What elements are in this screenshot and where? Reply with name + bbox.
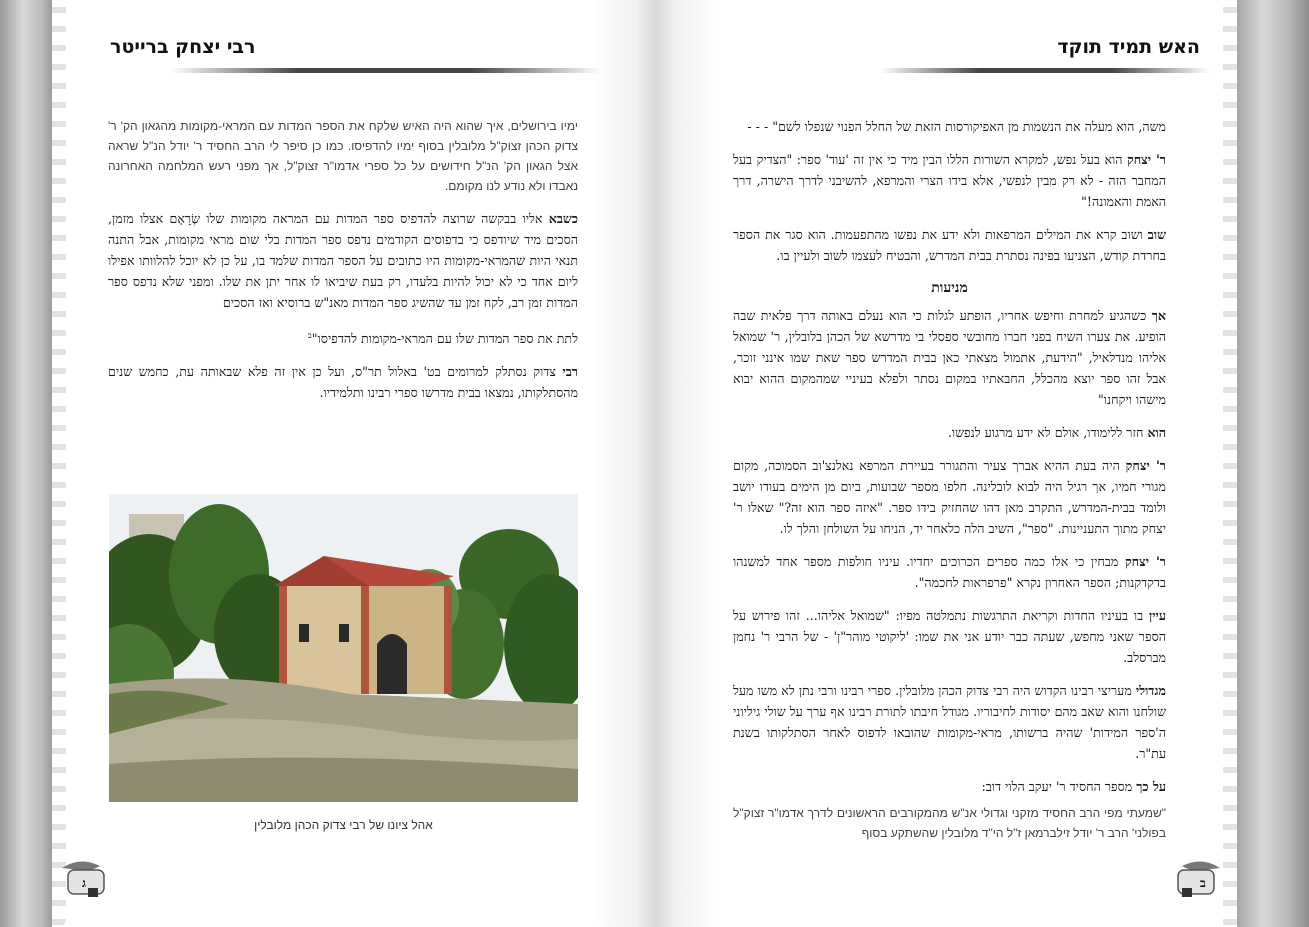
right-header-title: האש תמיד תוקד [1057, 36, 1200, 58]
photo-chapel [274, 556, 454, 694]
left-paragraph-2-body: אליו בבקשה שרוצה להדפיס ספר המדות עם המראה מקומות שלו שְׂרָאָם אצלו מזמן, הסכים מיד שיודפס כי בדפוסים הקודמים נדפס ספר המדות בלי שום מראי מקומות, אבל התנה תנאי היות שהמראי-מקומות היו כתובים על הספר המדות שלמד בו, על כן לא יוכל להלוותו אפילו ליום אחד כי לא יכול להיות בלעדו, רק בעת שיביאו לו אחר יתן את שלו. ומפני שלא נדפס ספר המדות זמן רב, לקח זמן עד שהשיג ספר המדות מאנ"ש ברוסיא ואז הסכים [108, 211, 578, 310]
right-header-rule [880, 68, 1210, 73]
right-paragraph-9-lead: מגדולי [1135, 683, 1166, 698]
right-paragraph-8-lead: עיין [1149, 608, 1166, 623]
right-running-header [730, 36, 1210, 76]
left-page-number: ג [82, 876, 86, 890]
right-page-number-ornament [1172, 858, 1222, 898]
right-paragraph-7 [733, 551, 1166, 593]
footnote-marker: ב [307, 331, 312, 340]
left-header-title: רבי יצחק ברייטר [110, 36, 256, 58]
left-page-text [108, 116, 578, 415]
right-paragraph-5 [733, 422, 1166, 443]
right-paragraph-9-body: מעריצי רבינו הקדוש היה רבי צדוק הכהן מלובלין. ספרי רבינו ורבי נתן לא משו מעל שולחנו והוא שאב מהם יסודות לחיבוריו. מגודל חיבתו לתורת רבינו אף ערך על שולי גיליוני ה'ספר המידות' שהיה ברשותו, מראי-מקומות שהובאו לדפוס לאחר הסתלקותו בשנת עת"ר. [733, 683, 1166, 761]
photo-caption: אהל ציונו של רבי צדוק הכהן מלובלין [254, 818, 433, 832]
right-paragraph-5-lead: הוא [1147, 425, 1166, 440]
right-paragraph-4-body: כשהגיע למחרת וחיפש אחריו, הופתע לגלות כי הוא נעלם באותה דרך פלאית שבה הופיע. את צערו השיח בפני חברו מחובשי ספסלי בי מדרשא של הכהן בלובלין, ר' שמואל אליהו מנדלאיל, "הידעת, אתמול מצאתי כאן בבית המדרש ספר שאת שמו אינני זוכר, אבל זהו ספר יוצא מהכלל, החבאתיו במקום נסתר ולפלא בעיניי שמהמקום ההוא יבוא מישהו ויקחנו" [733, 308, 1166, 407]
right-paragraph-1: משה, הוא מעלה את הנשמות מן האפיקורסות הזאת של החלל הפנוי שנפלו לשם" - - - [747, 119, 1166, 134]
left-paragraph-2-lead: כשבא [548, 211, 578, 226]
right-paragraph-3 [733, 224, 1166, 266]
right-paragraph-2 [733, 149, 1166, 212]
right-paragraph-2-body: הוא בעל נפש, למקרא השורות הללו הבין מיד כי אין זה 'עוד' ספר: "הצדיק בעל המחבר הזה - לא רק מבין לנפשי, אלא בידו הצרי והמרפא, להשיבני לדרך הישרה, דרך האמת והאמונה!" [733, 152, 1166, 209]
right-paragraph-8 [733, 605, 1166, 668]
right-paragraph-6-lead: ר' יצחק [1125, 458, 1166, 473]
right-paragraph-3-lead: שוב [1147, 227, 1166, 242]
right-paragraph-6-body: היה בעת ההיא אברך צעיר והתגורר בעיירת המרפא נאלנצ'וב הסמוכה, מקום מגורי חמיו, אך רגיל היה לבוא לובלינה. חלפו מספר שבועות, ביום מן הימים בעודו יושב ולומד בבית-המדרש, התקרב מאן דהו שהחזיק בידו ספר. "איזה ספר הוא זה?" שאלו ר' יצחק מתוך התעניינות. "ספר", השיב הלה כלאחר יד, הניחו על השולחן והלך לו. [733, 458, 1166, 536]
right-paragraph-10-lead: על כך [1136, 779, 1166, 794]
left-paragraph-4-lead: רבי [562, 364, 578, 380]
right-paragraph-10 [733, 776, 1166, 797]
right-paragraph-4 [733, 305, 1166, 410]
tomb-photo [109, 494, 578, 802]
left-paragraph-3 [108, 325, 578, 349]
book-gutter [591, 0, 721, 927]
right-paragraph-10-body: מספר החסיד ר' יעקב הלוי דוב: [981, 779, 1137, 794]
left-paragraph-1: ימיו בירושלים, איך שהוא היה האיש שלקח את הספר המדות עם המראי-מקומות מהגאון הק' ר' צדוק הכהן זצוק"ל מלובלין בסוף ימיו להדפיסו. כמו כן סיפר לי הרב החסיד ר' יודל הנ"ל שראה אצל הגאון הק' הנ"ל חידושים על כל ספרי אדמו"ר זצוק"ל, אך מפני רעש המלחמה האחרונה נאבדו ולא נודע לנו מקומם. [108, 119, 578, 193]
left-running-header [100, 36, 570, 76]
right-paragraph-7-body: מבחין כי אלו כמה ספרים הכרוכים יחדיו. עיניו חולפות מספר אחד למשנהו בדקדקנות; הספר האחרון נקרא "פרפראות לחכמה". [733, 554, 1166, 590]
left-header-rule [170, 68, 600, 73]
right-page-text [733, 116, 1166, 855]
right-page-number: ב [1200, 876, 1206, 890]
right-paragraph-7-lead: ר' יצחק [1124, 554, 1166, 569]
right-quote: "שמעתי מפי הרב החסיד מזקני וגדולי אנ"ש מהמקורבים הראשונים לדרך אדמו"ר זצוק"ל בפולני' הרב ר' יודל זילברמאן ז"ל הי"ד מלובלין שהשתקע בסוף [733, 806, 1166, 840]
left-paragraph-3-body: לתת את ספר המדות שלו עם המראי-מקומות להדפיסו" [311, 331, 578, 347]
right-paragraph-3-body: ושוב קרא את המילים המרפאות ולא ידע את נפשו מהתפעמות. הוא סגר את הספר בחרדת קודש, הצניעו בפינה נסתרת בבית המדרש, והבטיח לעצמו לשוב ולעיין בו. [733, 227, 1166, 263]
left-paragraph-4-body: צדוק נסתלק למרומים בט' באלול תר"ס, ועל כן אין זה פלא שבאותה עת, כחמש שנים מהסתלקותו, נמצאו בבית מדרשו ספרי רבינו ותלמידיו. [108, 364, 578, 401]
right-paragraph-6 [733, 455, 1166, 539]
left-paragraph-2 [108, 208, 578, 313]
right-paragraph-4-lead: אך [1151, 308, 1166, 323]
left-page-edge-decoration [0, 0, 58, 927]
section-heading: מניעות [931, 280, 968, 296]
right-paragraph-8-body: בו בעיניו החדות וקריאת התרגשות נתמלטה מפיו: "שמואל אליהו... זהו פירוש על הספר שאני מחפש, שעתה כבר יודע אני את שמו: 'ליקוטי מוהר"ן' - של הרבי ר' נחמן מברסלב. [733, 608, 1166, 665]
left-paragraph-4 [108, 361, 578, 403]
right-paragraph-9 [733, 680, 1166, 764]
right-paragraph-2-lead: ר' יצחק [1126, 152, 1166, 167]
right-paragraph-5-body: חזר ללימודו, אולם לא ידע מרגוע לנפשו. [947, 425, 1148, 440]
right-page-edge-decoration [1231, 0, 1309, 927]
